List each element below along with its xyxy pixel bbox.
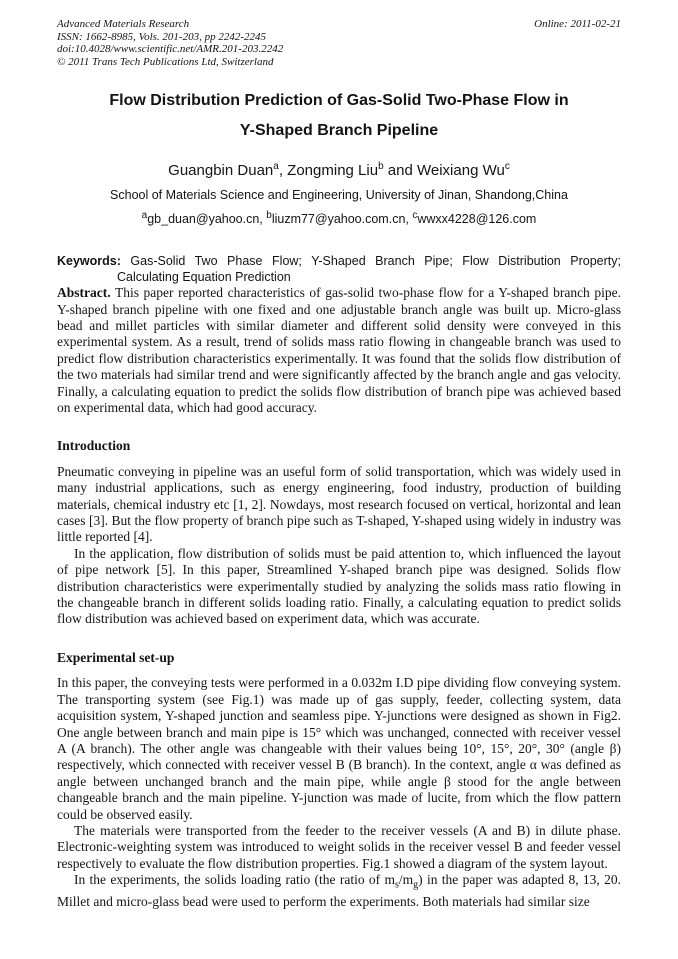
journal-info-block bbox=[57, 18, 283, 68]
abstract-label: Abstract. bbox=[57, 285, 111, 301]
subscript-g: g bbox=[413, 879, 419, 891]
author-2-affil-mark: b bbox=[378, 161, 384, 172]
introduction-paragraph-2: In the application, flow distribution of solids must be paid attention to, which influenced the layout of pipe network [5]. In this paper, Streamlined Y-shaped branch pipe was designed. Solids flow distribution characteristics were experimentally studied by analyzing the solids mass ratio flowing in the changeable branch in different solids loading ratio. Finally, a calculating equation to predict solids flow distribution was achieved based on experiment data, which was accurate. bbox=[57, 545, 621, 627]
author-separator-1: , bbox=[278, 162, 288, 179]
journal-doi: doi:10.4028/www.scientific.net/AMR.201-203.2242 bbox=[57, 43, 284, 55]
author-line bbox=[57, 158, 621, 180]
journal-header bbox=[57, 18, 621, 68]
journal-copyright: © 2011 Trans Tech Publications Ltd, Switzerland bbox=[57, 55, 274, 68]
email-2-mark: b bbox=[266, 210, 272, 221]
author-3: Weixiang Wu bbox=[417, 162, 505, 179]
experimental-p3-text-3: ) in the paper was adapted 8, 13, 20. Millet and micro-glass bead were used to perform the experiments. Both materials had similar size bbox=[57, 872, 621, 910]
keywords-block bbox=[57, 253, 621, 285]
section-heading-experimental: Experimental set-up bbox=[57, 649, 175, 665]
experimental-p3-text-2: /m bbox=[398, 872, 414, 888]
paper-title bbox=[57, 86, 621, 146]
paper-title-line1: Flow Distribution Prediction of Gas-Solid Two-Phase Flow in bbox=[109, 92, 569, 109]
abstract-text: This paper reported characteristics of gas-solid two-phase flow for a Y-shaped branch pipe. Y-shaped branch pipeline with one fixed and one adjustable branch angle was built up. Micro-glass bead and millet particles with similar diameter and different solid density were conveyed in this experimental system. As a result, trend of solids mass ratio flowing in changeable branch was used to predict flow distribution characteristics experimentally. It was found that the solids flow distribution of the two materials had similar trend and were significantly affected by the branch angle and gas velocity. Finally, a calculating equation to predict the solids flow distribution of branch pipe was achieved based on experimental data, which had good accuracy. bbox=[57, 285, 621, 415]
experimental-p3-text-1: In the experiments, the solids loading ratio (the ratio of m bbox=[74, 872, 395, 888]
keywords-text: Gas-Solid Two Phase Flow; Y-Shaped Branch Pipe; Flow Distribution Property; Calculating Equation Prediction bbox=[117, 254, 621, 285]
email-3-mark: c bbox=[412, 210, 418, 221]
author-2: Zongming Liu bbox=[287, 162, 379, 179]
journal-issn: ISSN: 1662-8985, Vols. 201-203, pp 2242-2245 bbox=[57, 30, 266, 43]
keywords-label: Keywords: bbox=[57, 254, 121, 269]
online-date: Online: 2011-02-21 bbox=[534, 18, 621, 30]
email-1: gb_duan@yahoo.cn, bbox=[147, 212, 267, 227]
author-1: Guangbin Duan bbox=[168, 162, 274, 179]
abstract-paragraph bbox=[57, 285, 621, 416]
subscript-s: s bbox=[394, 879, 399, 891]
author-separator-2: and bbox=[383, 162, 417, 179]
paper-body bbox=[57, 285, 621, 911]
introduction-paragraph-1: Pneumatic conveying in pipeline was an useful form of solid transportation, which was widely used in many industrial applications, such as energy engineering, food industry, production of building materials, chemical industry etc [1, 2]. Nowdays, most research focused on vertical, horizontal and lean cases [3]. But the flow property of branch pipe such as T-shaped, Y-shaped using widely in industry was little reported [4]. bbox=[57, 463, 621, 545]
affiliation-line: School of Materials Science and Engineering, University of Jinan, Shandong,China bbox=[110, 188, 568, 202]
author-1-affil-mark: a bbox=[273, 161, 279, 172]
paper-title-line2: Y-Shaped Branch Pipeline bbox=[239, 122, 439, 139]
email-line bbox=[57, 208, 621, 227]
journal-name: Advanced Materials Research bbox=[57, 18, 190, 30]
email-3: wwxx4228@126.com bbox=[417, 212, 537, 227]
author-3-affil-mark: c bbox=[504, 161, 510, 172]
email-2: liuzm77@yahoo.com.cn, bbox=[271, 212, 413, 227]
email-1-mark: a bbox=[141, 210, 148, 221]
experimental-paragraph-2: The materials were transported from the feeder to the receiver vessels (A and B) in dilute phase. Electronic-weighting system was introduced to weight solids in the receiver vessel B and feeder vessel respectively to evaluate the flow distribution properties. Fig.1 showed a diagram of the system layout. bbox=[57, 822, 621, 871]
experimental-paragraph-1: In this paper, the conveying tests were performed in a 0.032m I.D pipe dividing flow conveying system. The transporting system (see Fig.1) was made up of gas supply, feeder, collecting system, data acquisition system, Y-shaped junction and seamless pipe. Y-junctions were designed as shown in Fig2. One angle between branch and main pipe is 15° which was unchanged, connected with receiver vessel A (A branch). The other angle was changeable with their values being 10°, 15°, 20°, 30° (angle β) respectively, which connected with receiver vessel B (B branch). In the context, angle α was defined as angle between unchanged branch and the main pipe, while angle β stood for the angle between changeable branch and the main pipeline. Y-junction was made of lucite, from which the flow pattern could be observed easily. bbox=[57, 675, 621, 822]
experimental-paragraph-3 bbox=[57, 872, 621, 911]
section-heading-introduction: Introduction bbox=[57, 438, 131, 454]
